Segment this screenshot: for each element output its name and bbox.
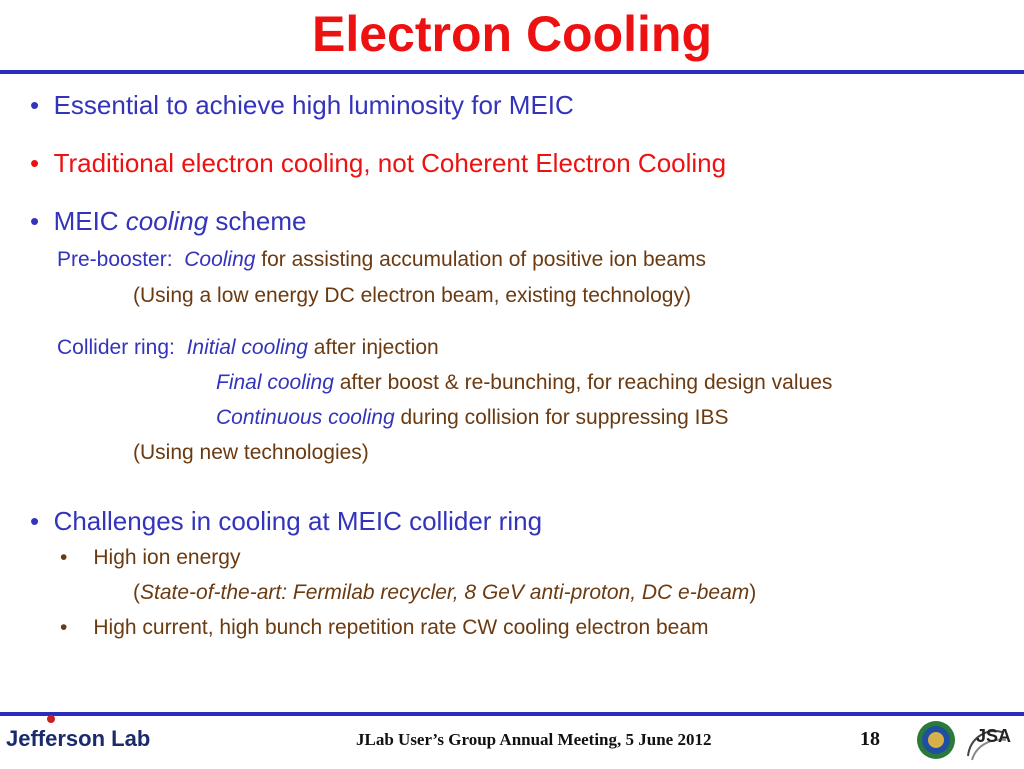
bullet-essential (30, 90, 574, 121)
title-divider (0, 70, 1024, 74)
collider-initial: Initial cooling (186, 336, 308, 359)
challenge-item2-text: High current, high bunch repetition rate CW cooling electron beam (93, 616, 709, 639)
bullet-traditional (30, 148, 726, 179)
bullet-cooling-italic: cooling (125, 206, 209, 236)
bullet-scheme-text: scheme (208, 206, 307, 236)
slide-title: Electron Cooling (312, 6, 712, 62)
bullet-essential-text: Essential to achieve high luminosity for MEIC (53, 90, 574, 120)
collider-initial-text: after injection (307, 336, 439, 359)
bullet-dot: • (30, 90, 54, 120)
bullet-traditional-text: Traditional electron cooling, not Coherent Electron Cooling (53, 148, 727, 178)
footer-meeting: JLab User’s Group Annual Meeting, 5 June 2012 (356, 730, 712, 749)
challenges-heading: Challenges in cooling at MEIC collider ring (53, 506, 543, 536)
footer-divider (0, 712, 1024, 716)
collider-final-line (216, 371, 832, 395)
challenge-item1-note (133, 581, 756, 605)
bullet-challenges (30, 506, 542, 537)
logo-swoosh-icon (46, 714, 56, 724)
state-of-art-text: State-of-the-art: Fermilab recycler, 8 GeV anti-proton, DC e-beam (140, 581, 750, 604)
prebooster-line (57, 248, 706, 272)
challenge-item (60, 616, 709, 640)
bullet-dot: • (30, 506, 54, 536)
collider-final: Final cooling (216, 371, 334, 394)
paren-open: ( (133, 581, 140, 604)
prebooster-cooling: Cooling (184, 248, 256, 271)
jefferson-lab-logo (6, 726, 150, 752)
bullet-meic-scheme (30, 206, 306, 237)
collider-final-text: after boost & re-bunching, for reaching design values (333, 371, 833, 394)
jefferson-lab-text: Jefferson Lab (6, 726, 151, 751)
jsa-logo (962, 718, 1020, 764)
collider-continuous-line (216, 406, 728, 430)
bullet-dot: • (30, 148, 54, 178)
collider-label: Collider ring: (57, 336, 175, 359)
challenge-item1-text: High ion energy (93, 546, 241, 569)
collider-continuous-text: during collision for suppressing IBS (394, 406, 729, 429)
collider-continuous: Continuous cooling (216, 406, 395, 429)
jsa-text: JSA (976, 726, 1012, 746)
collider-line (57, 336, 439, 360)
bullet-dot: • (30, 206, 54, 236)
bullet-meic-text: MEIC (53, 206, 126, 236)
prebooster-text: for assisting accumulation of positive ion beams (255, 248, 707, 271)
doe-seal-icon (916, 720, 956, 760)
prebooster-note: (Using a low energy DC electron beam, existing technology) (133, 284, 691, 307)
prebooster-label: Pre-booster: (57, 248, 173, 271)
sub-bullet-dot: • (60, 546, 68, 569)
challenge-item (60, 546, 240, 570)
collider-note: (Using new technologies) (133, 441, 369, 464)
sub-bullet-dot: • (60, 616, 68, 639)
page-number: 18 (860, 728, 880, 750)
paren-close: ) (749, 581, 757, 604)
